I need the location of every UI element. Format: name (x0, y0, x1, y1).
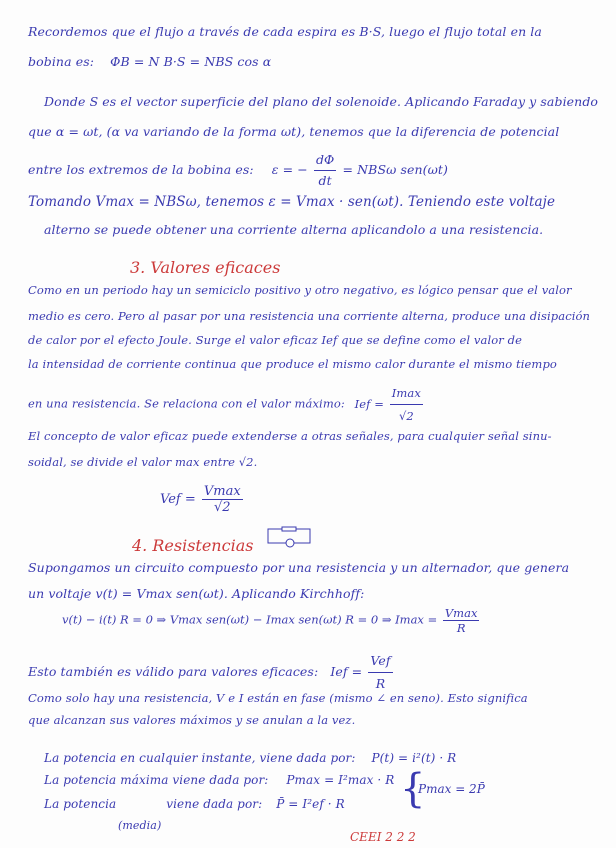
text-line: que α = ωt, (α va variando de la forma ωt), tenemos que la diferencia de potencial (28, 124, 560, 139)
text-fragment: Esto también es válido para valores eficaces: (28, 664, 319, 679)
kirchhoff-lhs: v(t) − i(t) R = 0 ⇒ Vmax sen(ωt) − Imax sen(ωt) R = 0 ⇒ Imax = (62, 612, 438, 627)
text-fragment: en una resistencia. Se relaciona con el valor máximo: (28, 396, 345, 411)
text-line (28, 650, 600, 695)
text-line (28, 54, 600, 70)
ief-lhs: Ief = (330, 664, 363, 679)
text-line: que alcanzan sus valores máximos y se anulan a la vez. (28, 713, 356, 727)
text-line: Tomando Vmax = NBSω, tenemos ε = Vmax · sen(ωt). Teniendo este voltaje (28, 194, 556, 210)
vef-formula (160, 484, 245, 515)
text-fragment: bobina es: (28, 54, 95, 69)
fraction (368, 650, 392, 695)
fraction-den: dt (318, 173, 332, 188)
fraction (314, 150, 336, 191)
text-line (28, 150, 600, 191)
fraction-num: dΦ (314, 150, 336, 171)
flux-formula: ΦB = N B·S = NBS cos α (110, 54, 272, 69)
emf-rhs: = NBSω sen(ωt) (342, 162, 449, 177)
kirchhoff-formula (62, 606, 481, 635)
fraction (202, 484, 243, 515)
text-line (44, 796, 600, 812)
brace: { (400, 766, 426, 812)
text-fragment: La potencia máxima viene dada por: (44, 773, 269, 787)
text-line: Como en un periodo hay un semiciclo positivo y otro negativo, es lógico pensar que el valor (28, 283, 572, 297)
power-max: Pmax = I²max · R (286, 773, 395, 787)
text-line: de calor por el efecto Joule. Surge el valor eficaz Ief que se define como el valor de (28, 333, 522, 347)
text-line: Donde S es el vector superficie del plano del solenoide. Aplicando Faraday y sabiendo (44, 94, 599, 109)
text-line: alterno se puede obtener una corriente alterna aplicandolo a una resistencia. (44, 222, 544, 237)
fraction (390, 382, 423, 427)
text-line (44, 750, 600, 766)
text-line: medio es cero. Pero al pasar por una resistencia una corriente alterna, produce una disipación (28, 309, 591, 323)
text-line: (media) (118, 819, 162, 832)
fraction-num: Vmax (203, 484, 241, 499)
text-line: Como solo hay una resistencia, V e I están en fase (mismo ∠ en seno). Esto significa (28, 691, 528, 705)
power-instant: P(t) = i²(t) · R (371, 751, 457, 765)
section-heading-4: 4. Resistencias (132, 536, 254, 555)
text-line: soidal, se divide el valor max entre √2. (28, 455, 258, 469)
text-fragment: entre los extremos de la bobina es: (28, 162, 254, 177)
text-line (44, 772, 600, 788)
text-line: Supongamos un circuito compuesto por una resistencia y un alternador, que genera (28, 560, 570, 575)
section-heading-3: 3. Valores eficaces (130, 258, 281, 277)
fraction-num: Vef (368, 650, 392, 673)
power-mean: P̄ = I²ef · R (276, 797, 345, 811)
text-line: la intensidad de corriente continua que produce el mismo calor durante el mismo tiempo (28, 357, 557, 371)
text-line (28, 382, 600, 427)
text-line: El concepto de valor eficaz puede extenderse a otras señales, para cualquier señal sinu- (28, 429, 552, 443)
text-fragment: La potencia en cualquier instante, viene dada por: (44, 751, 356, 765)
fraction-num: Imax (390, 382, 423, 405)
text-fragment: viene dada por: (166, 797, 263, 811)
text-fragment: La potencia (44, 797, 117, 811)
fraction-den: R (456, 621, 466, 635)
text-line: un voltaje v(t) = Vmax sen(ωt). Aplicando Kirchhoff: (28, 586, 365, 601)
fraction-den: √2 (398, 409, 414, 423)
fraction-den: √2 (214, 500, 231, 515)
stamp-text: CEEI 2 2 2 (350, 830, 416, 844)
circuit-icon (266, 526, 314, 548)
emf-lhs: ε = − (271, 162, 308, 177)
vef-lhs: Vef = (160, 492, 196, 507)
ief-lhs: Ief = (354, 396, 385, 411)
text-line: Recordemos que el flujo a través de cada espira es B·S, luego el flujo total en la (28, 24, 542, 39)
power-relation: Pmax = 2P̄ (418, 782, 485, 796)
fraction-num: Vmax (444, 606, 478, 620)
fraction-den: R (375, 676, 386, 691)
fraction (443, 606, 480, 635)
